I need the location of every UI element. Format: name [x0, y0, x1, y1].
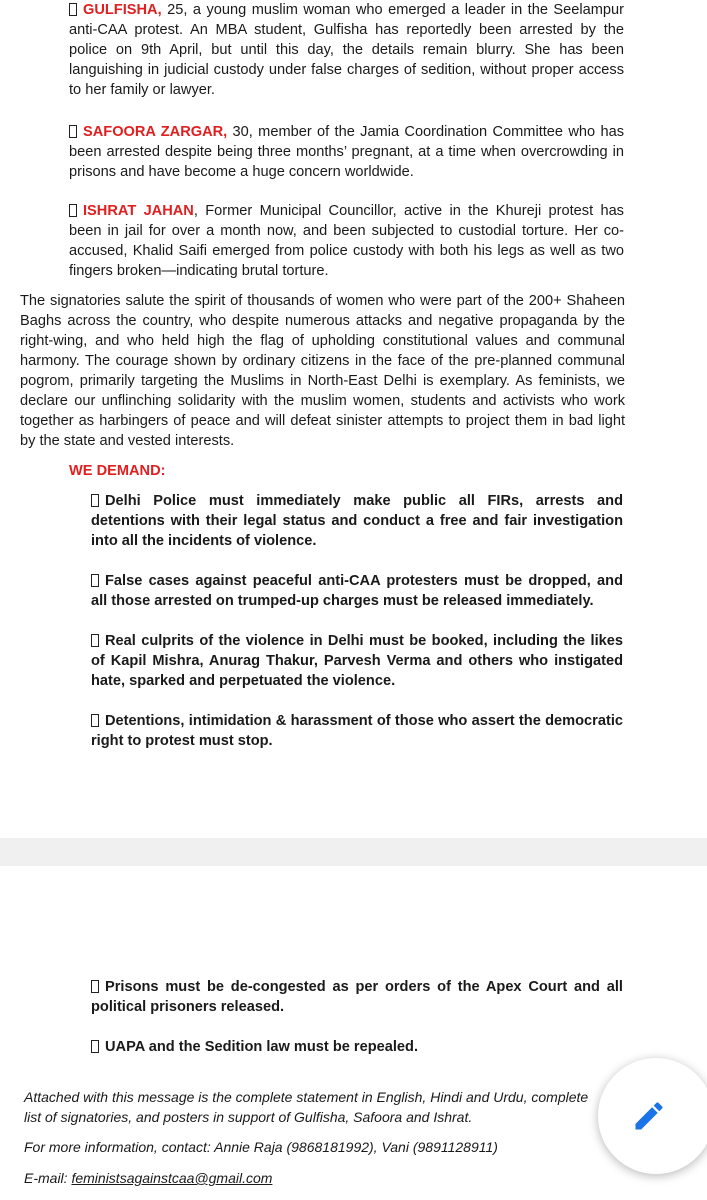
prisoner-description: 25, a young muslim woman who emerged a leader in the Seelampur anti-CAA protest. An MBA student, Gulfisha has reportedly been arrested by the police on 9th April, but until this day, the details remain blurry. She has been languishing in judicial custody under false charges of sedition, without proper access to her family or lawyer. — [69, 2, 624, 98]
prisoner-entry-safoora — [69, 122, 624, 182]
prisoner-name: ISHRAT JAHAN — [83, 203, 194, 219]
document-page-2 — [0, 866, 707, 1200]
email-label: E-mail: — [24, 1170, 72, 1186]
demand-text: Real culprits of the violence in Delhi must be booked, including the likes of Kapil Mishra, Anurag Thakur, Parvesh Verma and others who instigated hate, sparked and perpetuated the violence. — [91, 633, 623, 689]
demand-text: Prisons must be de-congested as per orders of the Apex Court and all political prisoners released. — [91, 979, 623, 1015]
page-break — [0, 838, 707, 866]
demand-item — [91, 1037, 623, 1057]
prisoner-name: SAFOORA ZARGAR, — [83, 124, 228, 140]
prisoner-description: , Former Municipal Councillor, active in the Khureji protest has been in jail for over a month now, and been subjected to custodial torture. Her co-accused, Khalid Saifi emerged from police custody with both his legs as well as two fingers broken—indicating brutal torture. — [69, 203, 624, 279]
email-link[interactable]: feministsagainstcaa@gmail.com — [71, 1170, 273, 1186]
edit-fab-button[interactable] — [598, 1058, 707, 1174]
salute-paragraph: The signatories salute the spirit of thousands of women who were part of the 200+ Shaheen Baghs across the country, who despite numerous attacks and negative propaganda by the right-wing, and who held high the flag of upholding constitutional values and communal harmony. The courage shown by ordinary citizens in the face of the pre-planned communal pogrom, primarily targeting the Muslims in North-East Delhi is exemplary. As feminists, we declare our unflinching solidarity with the muslim women, students and activists who work together as harbingers of peace and will defeat sinister attempts to project them in bad light by the state and vested interests. — [20, 293, 625, 449]
demand-item — [91, 977, 623, 1017]
demand-text: Delhi Police must immediately make public all FIRs, arrests and detentions with their legal status and conduct a free and fair investigation into all the incidents of violence. — [91, 493, 623, 549]
bullet-box-icon — [91, 1040, 99, 1053]
prisoner-description: 30, member of the Jamia Coordination Committee who has been arrested despite being three months’ pregnant, at a time when overcrowding in prisons and have become a huge concern worldwide. — [69, 124, 624, 180]
bullet-box-icon — [91, 634, 99, 647]
prisoner-entry-gulfisha — [69, 0, 624, 100]
contact-info: For more information, contact: Annie Raja (9868181992), Vani (9891128911) — [24, 1139, 498, 1155]
bullet-box-icon — [91, 980, 99, 993]
bullet-box-icon — [69, 125, 77, 138]
demand-item — [91, 711, 623, 751]
demand-item — [91, 571, 623, 611]
demand-heading: WE DEMAND: — [69, 463, 166, 479]
demand-item — [91, 491, 623, 551]
bullet-box-icon — [91, 574, 99, 587]
prisoner-name: GULFISHA, — [83, 2, 162, 18]
demand-item — [91, 631, 623, 691]
attachment-note: Attached with this message is the complete statement in English, Hindi and Urdu, complete list of signatories, and posters in support of Gulfisha, Safoora and Ishrat. — [24, 1089, 589, 1125]
demand-text: False cases against peaceful anti-CAA protesters must be dropped, and all those arrested on trumped-up charges must be released immediately. — [91, 573, 623, 609]
email-line — [24, 1168, 604, 1188]
bullet-box-icon — [91, 494, 99, 507]
pencil-icon — [631, 1098, 667, 1134]
bullet-box-icon — [91, 714, 99, 727]
demand-text: UAPA and the Sedition law must be repealed. — [105, 1039, 419, 1055]
bullet-box-icon — [69, 204, 77, 217]
demand-text: Detentions, intimidation & harassment of those who assert the democratic right to protest must stop. — [91, 713, 623, 749]
bullet-box-icon — [69, 3, 77, 16]
prisoner-entry-ishrat — [69, 201, 624, 281]
